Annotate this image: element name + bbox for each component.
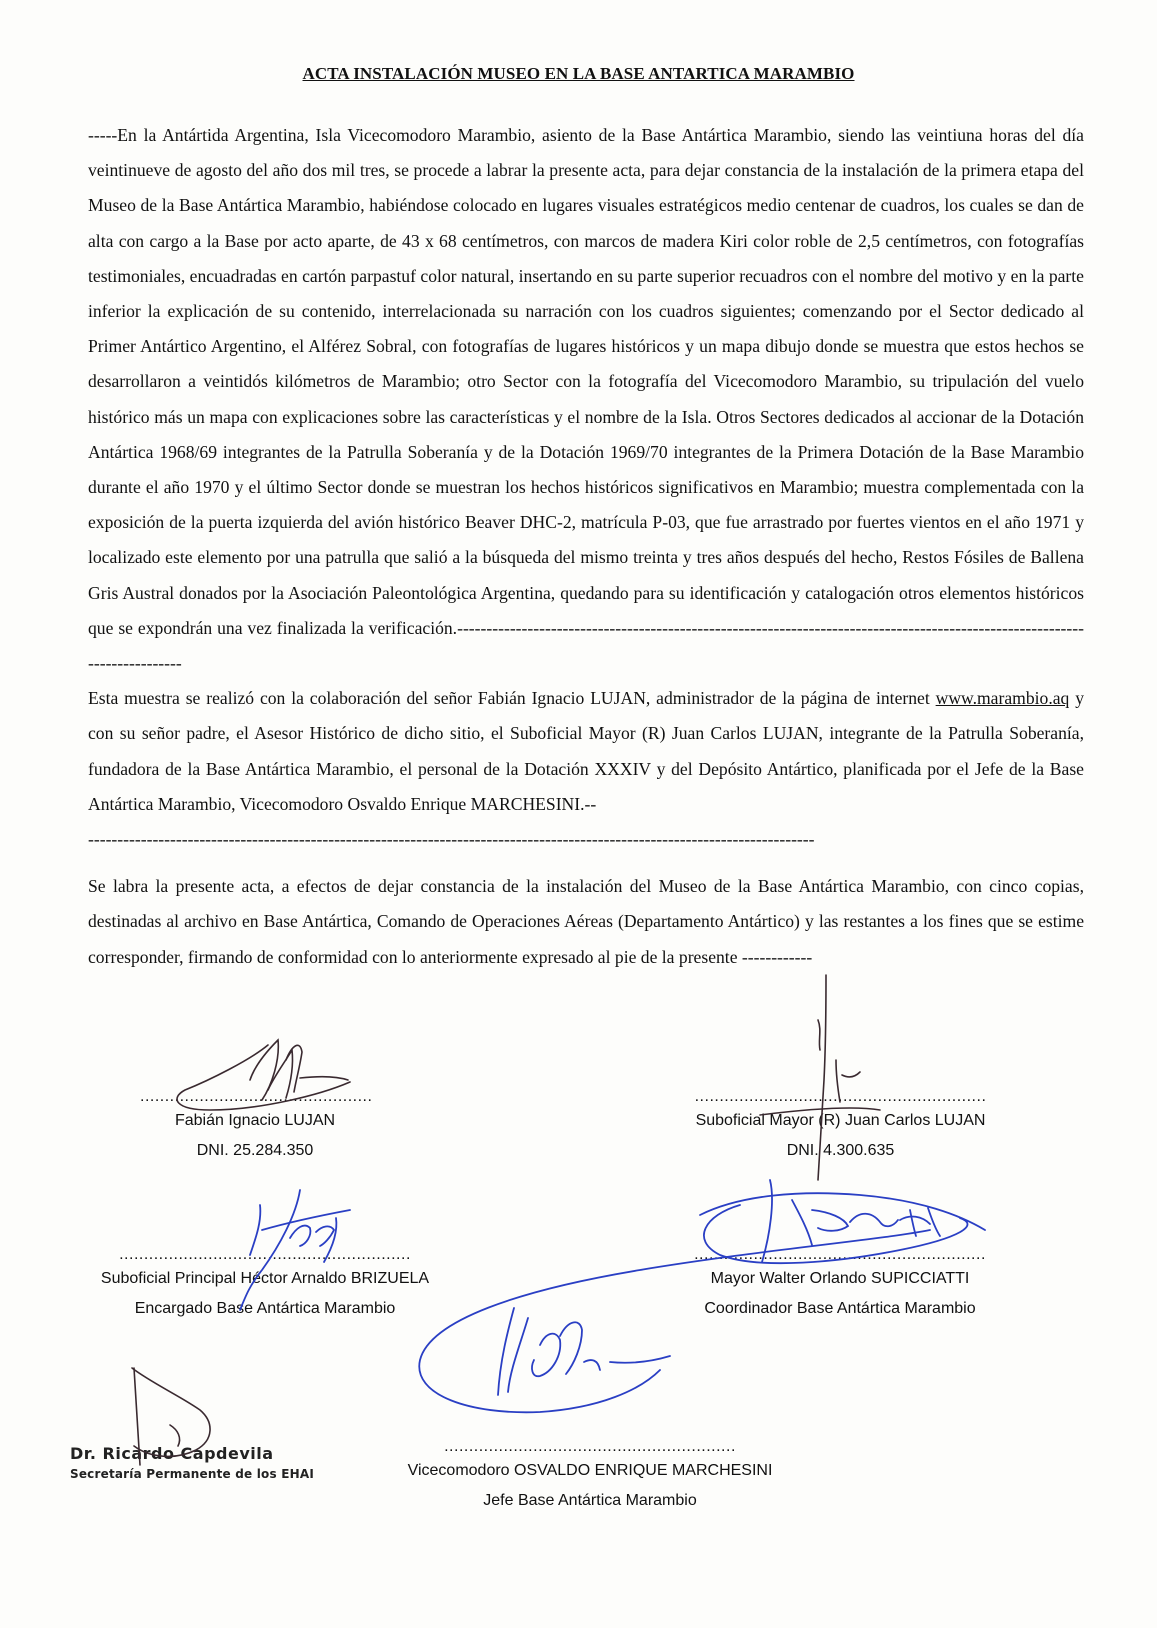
signature-line: ...........................................................	[119, 1246, 411, 1263]
paragraph-main-text: -----En la Antártida Argentina, Isla Vicecomodoro Marambio, asiento de la Base Antártica Marambio, siendo las veintiuna horas del día veintinueve de agosto del año dos mil tres, se procede a labrar la presente acta, para dejar constancia de la instalación de la primera etapa del Museo de la Base Antártica Marambio, habiéndose colocado en lugares visuales estratégicos medio centenar de cuadros, los cuales se dan de alta con cargo a la Base por acto aparte, de 43 x 68 centímetros, con marcos de madera Kiri color roble de 2,5 centímetros, con fotografías testimoniales, encuadradas en cartón parpastuf color natural, insertando en su parte superior recuadros con el nombre del motivo y en la parte inferior la explicación de su contenido, interrelacionada su narración con los cuadros siguientes; comenzando por el Sector dedicado al Primer Antártico Argentino, el Alférez Sobral, con fotografías de lugares históricos y un mapa dibujo donde se muestra que estos hechos se desarrollaron a veintidós kilómetros de Marambio; otro Sector con la fotografía del Vicecomodoro Marambio, su tripulación del vuelo histórico más un mapa con explicaciones sobre las características y el nombre de la Isla. Otros Sectores dedicados al accionar de la Dotación Antártica 1968/69 integrantes de la Patrulla Soberanía y de la Dotación 1969/70 integrantes de la Primera Dotación de la Base Marambio durante el año 1970 y el último Sector donde se muestran los hechos históricos significativos en Marambio; muestra complementada con la exposición de la puerta izquierda del avión histórico Beaver DHC-2, matrícula P-03, que fue arrastrado por fuertes vientos en el año 1971 y localizado este elemento por una patrulla que salió a la búsqueda del mismo treinta y tres años después del hecho, Restos Fósiles de Ballena Gris Austral donados por la Asociación Paleontológica Argentina, quedando para su identificación y catalogación otros elementos históricos que se expondrán una vez finalizada la verificación.	[88, 125, 1084, 638]
paragraph-collaboration-dashes: ----------------------------------------------------------------------------------------------------------------------------	[88, 829, 815, 850]
signer-name: Suboficial Principal Héctor Arnaldo BRIZUELA	[100, 1270, 430, 1287]
signature-block-marchesini	[380, 1438, 800, 1516]
signature-line: ...........................................................	[694, 1088, 987, 1105]
paragraph-main	[88, 118, 1084, 681]
signature-block-fabian	[140, 1088, 373, 1166]
signer-name: Fabián Ignacio LUJAN	[174, 1112, 336, 1129]
website-link[interactable]: www.marambio.aq	[935, 688, 1070, 709]
signature-block-brizuela	[80, 1246, 450, 1324]
signer-dni: DNI. 25.284.350	[196, 1142, 314, 1159]
signature-line: ...........................................................	[444, 1438, 736, 1455]
paragraph-collaboration-text-a: Esta muestra se realizó con la colaboración del señor Fabián Ignacio LUJAN, administrador de la página de internet	[88, 688, 930, 709]
signer-name: Suboficial Mayor (R) Juan Carlos LUJAN	[695, 1112, 986, 1129]
document-body	[88, 118, 1084, 975]
paragraph-main-dashes: ---------------------------------------------------------------------------------------------------------------------------	[88, 617, 1084, 674]
signer-dni: DNI. 4.300.635	[786, 1142, 895, 1159]
signer-name: Dr. Ricardo Capdevila	[70, 1444, 274, 1463]
signature-block-juan-carlos	[668, 1088, 1013, 1166]
signer-role: Encargado Base Antártica Marambio	[134, 1300, 396, 1317]
paragraph-collaboration	[88, 681, 1084, 857]
signature-line: ...........................................................	[694, 1246, 986, 1263]
signer-name: Vicecomodoro OSVALDO ENRIQUE MARCHESINI	[407, 1462, 773, 1479]
signature-block-supicciatti	[660, 1246, 1020, 1324]
paragraph-collaboration-text-b: y con su señor padre, el Asesor Histórico de dicho sitio, el Suboficial Mayor (R) Juan Carlos LUJAN, integrante de la Patrulla Soberanía, fundadora de la Base Antártica Marambio, el personal de la Dotación XXXIV y del Depósito Antártico, planificada por el Jefe de la Base Antártica Marambio, Vicecomodoro Osvaldo Enrique MARCHESINI.--	[88, 688, 1085, 814]
signature-line: ...............................................	[140, 1088, 373, 1105]
signer-role: Jefe Base Antártica Marambio	[483, 1492, 697, 1509]
signature-block-capdevila	[70, 1444, 314, 1484]
document-title: ACTA INSTALACIÓN MUSEO EN LA BASE ANTARTICA MARAMBIO	[302, 64, 855, 83]
paragraph-closing: Se labra la presente acta, a efectos de dejar constancia de la instalación del Museo de la Base Antártica Marambio, con cinco copias, destinadas al archivo en Base Antártica, Comando de Operaciones Aéreas (Departamento Antártico) y las restantes a los fines que se estime corresponder, firmando de conformidad con lo anteriormente expresado al pie de la presente ------------	[88, 876, 1084, 967]
signer-name: Mayor Walter Orlando SUPICCIATTI	[710, 1270, 970, 1287]
signer-role: Secretaría Permanente de los EHAI	[70, 1467, 314, 1481]
signer-role: Coordinador Base Antártica Marambio	[704, 1300, 976, 1317]
